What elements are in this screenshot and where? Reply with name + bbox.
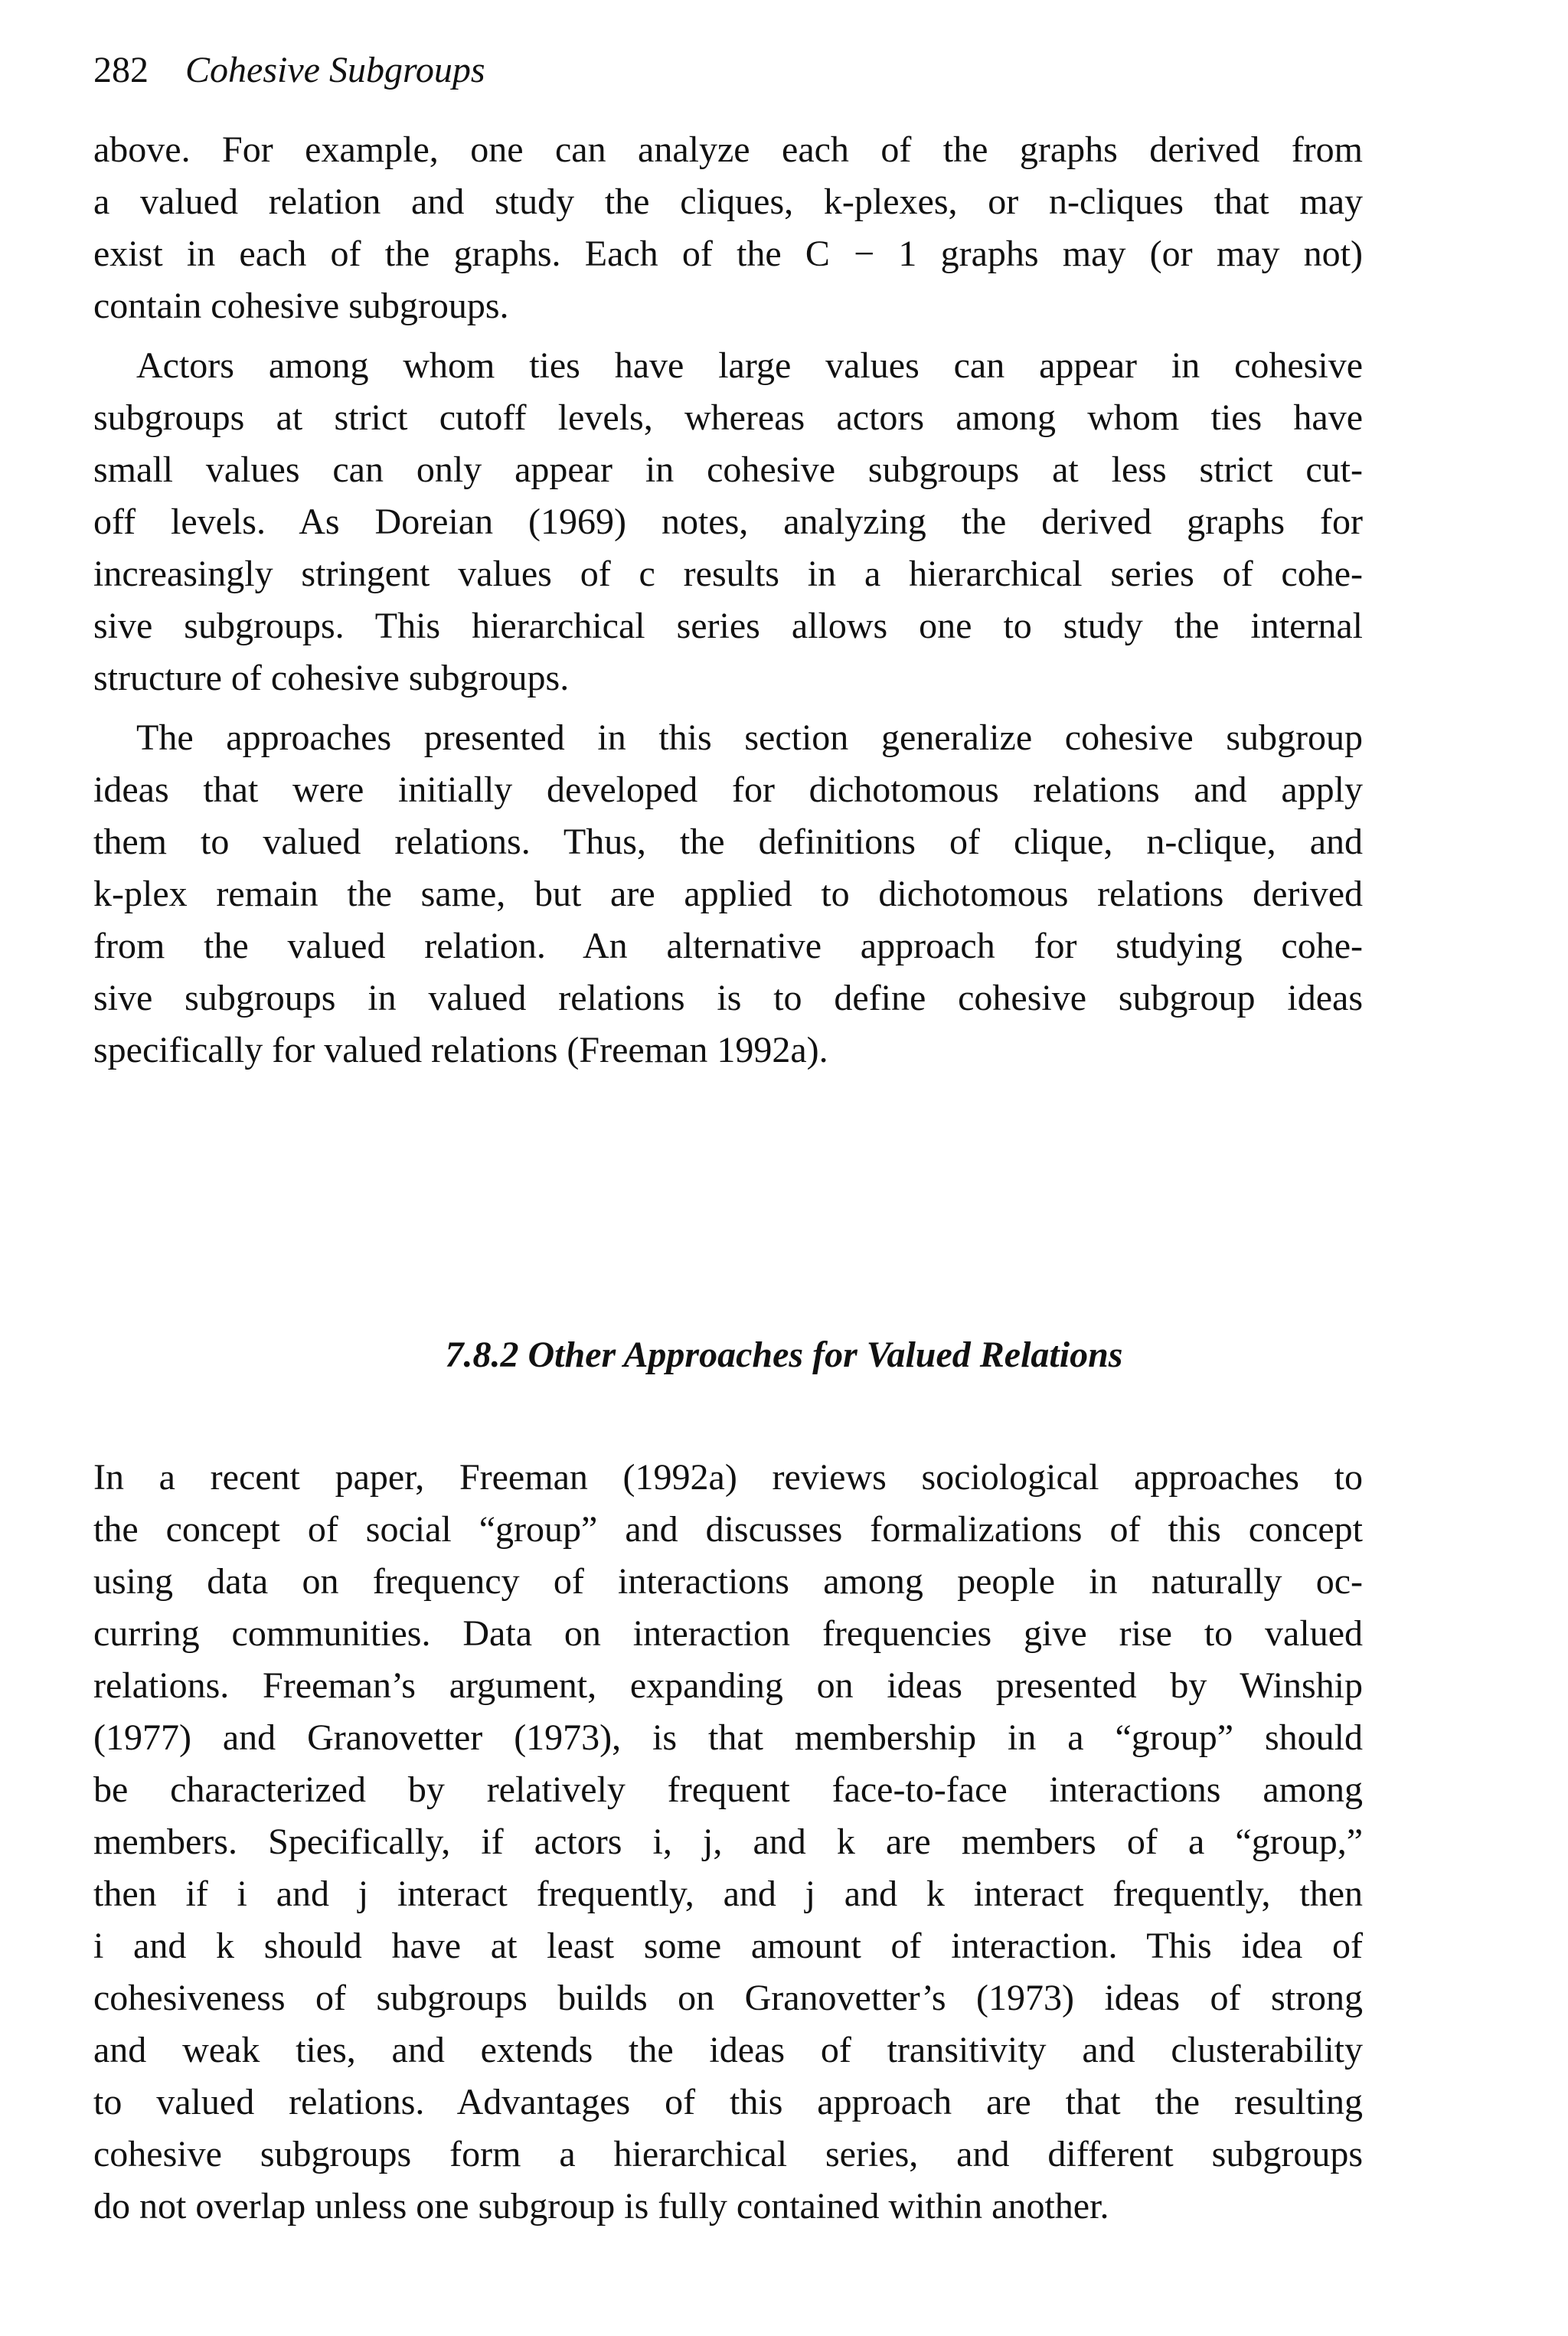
paragraph-3-line-7: specifically for valued relations (Freeman 1992a). xyxy=(93,1030,828,1070)
paragraph-3-line-4: k-plex remain the same, but are applied to dichotomous relations derived xyxy=(93,874,1363,914)
paragraph-2-line-1: Actors among whom ties have large values can appear in cohesive xyxy=(136,345,1363,386)
page-number: 282 xyxy=(93,50,149,90)
paragraph-4-line-12: and weak ties, and extends the ideas of transitivity and clusterability xyxy=(93,2030,1363,2070)
paragraph-4-line-6: (1977) and Granovetter (1973), is that membership in a “group” should xyxy=(93,1717,1363,1758)
running-head xyxy=(93,47,485,93)
paragraph-1-line-2: a valued relation and study the cliques, k-plexes, or n-cliques that may xyxy=(93,181,1363,222)
paragraph-4-line-3: using data on frequency of interactions among people in naturally oc- xyxy=(93,1561,1363,1602)
paragraph-3-line-1: The approaches presented in this section generalize cohesive subgroup xyxy=(136,717,1363,758)
paragraph-4-line-13: to valued relations. Advantages of this approach are that the resulting xyxy=(93,2082,1363,2122)
paragraph-1-line-1: above. For example, one can analyze each of the graphs derived from xyxy=(93,129,1363,170)
paragraph-1-line-3: exist in each of the graphs. Each of the C − 1 graphs may (or may not) xyxy=(93,234,1363,274)
section-heading: 7.8.2 Other Approaches for Valued Relations xyxy=(445,1335,1123,1375)
paragraph-4-line-10: i and k should have at least some amount of interaction. This idea of xyxy=(93,1926,1363,1966)
paragraph-2-line-4: off levels. As Doreian (1969) notes, analyzing the derived graphs for xyxy=(93,502,1363,542)
paragraph-4-line-5: relations. Freeman’s argument, expanding on ideas presented by Winship xyxy=(93,1665,1363,1706)
paragraph-3-line-5: from the valued relation. An alternative approach for studying cohe- xyxy=(93,926,1363,966)
paragraph-4-line-1: In a recent paper, Freeman (1992a) reviews sociological approaches to xyxy=(93,1457,1363,1498)
paragraph-4-line-15: do not overlap unless one subgroup is fully contained within another. xyxy=(93,2186,1109,2227)
paragraph-4-line-14: cohesive subgroups form a hierarchical series, and different subgroups xyxy=(93,2134,1363,2174)
paragraph-4-line-2: the concept of social “group” and discusses formalizations of this concept xyxy=(93,1509,1363,1550)
paragraph-3-line-2: ideas that were initially developed for dichotomous relations and apply xyxy=(93,769,1363,810)
paragraph-2-line-7: structure of cohesive subgroups. xyxy=(93,658,570,698)
paragraph-1-line-4: contain cohesive subgroups. xyxy=(93,286,509,326)
paragraph-2-line-5: increasingly stringent values of c results in a hierarchical series of cohe- xyxy=(93,554,1363,594)
paragraph-2-line-2: subgroups at strict cutoff levels, whereas actors among whom ties have xyxy=(93,397,1363,438)
paragraph-4-line-4: curring communities. Data on interaction frequencies give rise to valued xyxy=(93,1613,1363,1654)
paragraph-2-line-6: sive subgroups. This hierarchical series allows one to study the internal xyxy=(93,606,1363,646)
paragraph-4-line-8: members. Specifically, if actors i, j, and k are members of a “group,” xyxy=(93,1821,1363,1862)
paragraph-2-line-3: small values can only appear in cohesive subgroups at less strict cut- xyxy=(93,449,1363,490)
paragraph-3-line-3: them to valued relations. Thus, the definitions of clique, n-clique, and xyxy=(93,822,1363,862)
paragraph-4-line-11: cohesiveness of subgroups builds on Granovetter’s (1973) ideas of strong xyxy=(93,1978,1363,2018)
paragraph-4-line-9: then if i and j interact frequently, and j and k interact frequently, then xyxy=(93,1874,1363,1914)
paragraph-3-line-6: sive subgroups in valued relations is to define cohesive subgroup ideas xyxy=(93,978,1363,1018)
paragraph-4-line-7: be characterized by relatively frequent face-to-face interactions among xyxy=(93,1769,1363,1810)
running-title: Cohesive Subgroups xyxy=(185,50,485,90)
